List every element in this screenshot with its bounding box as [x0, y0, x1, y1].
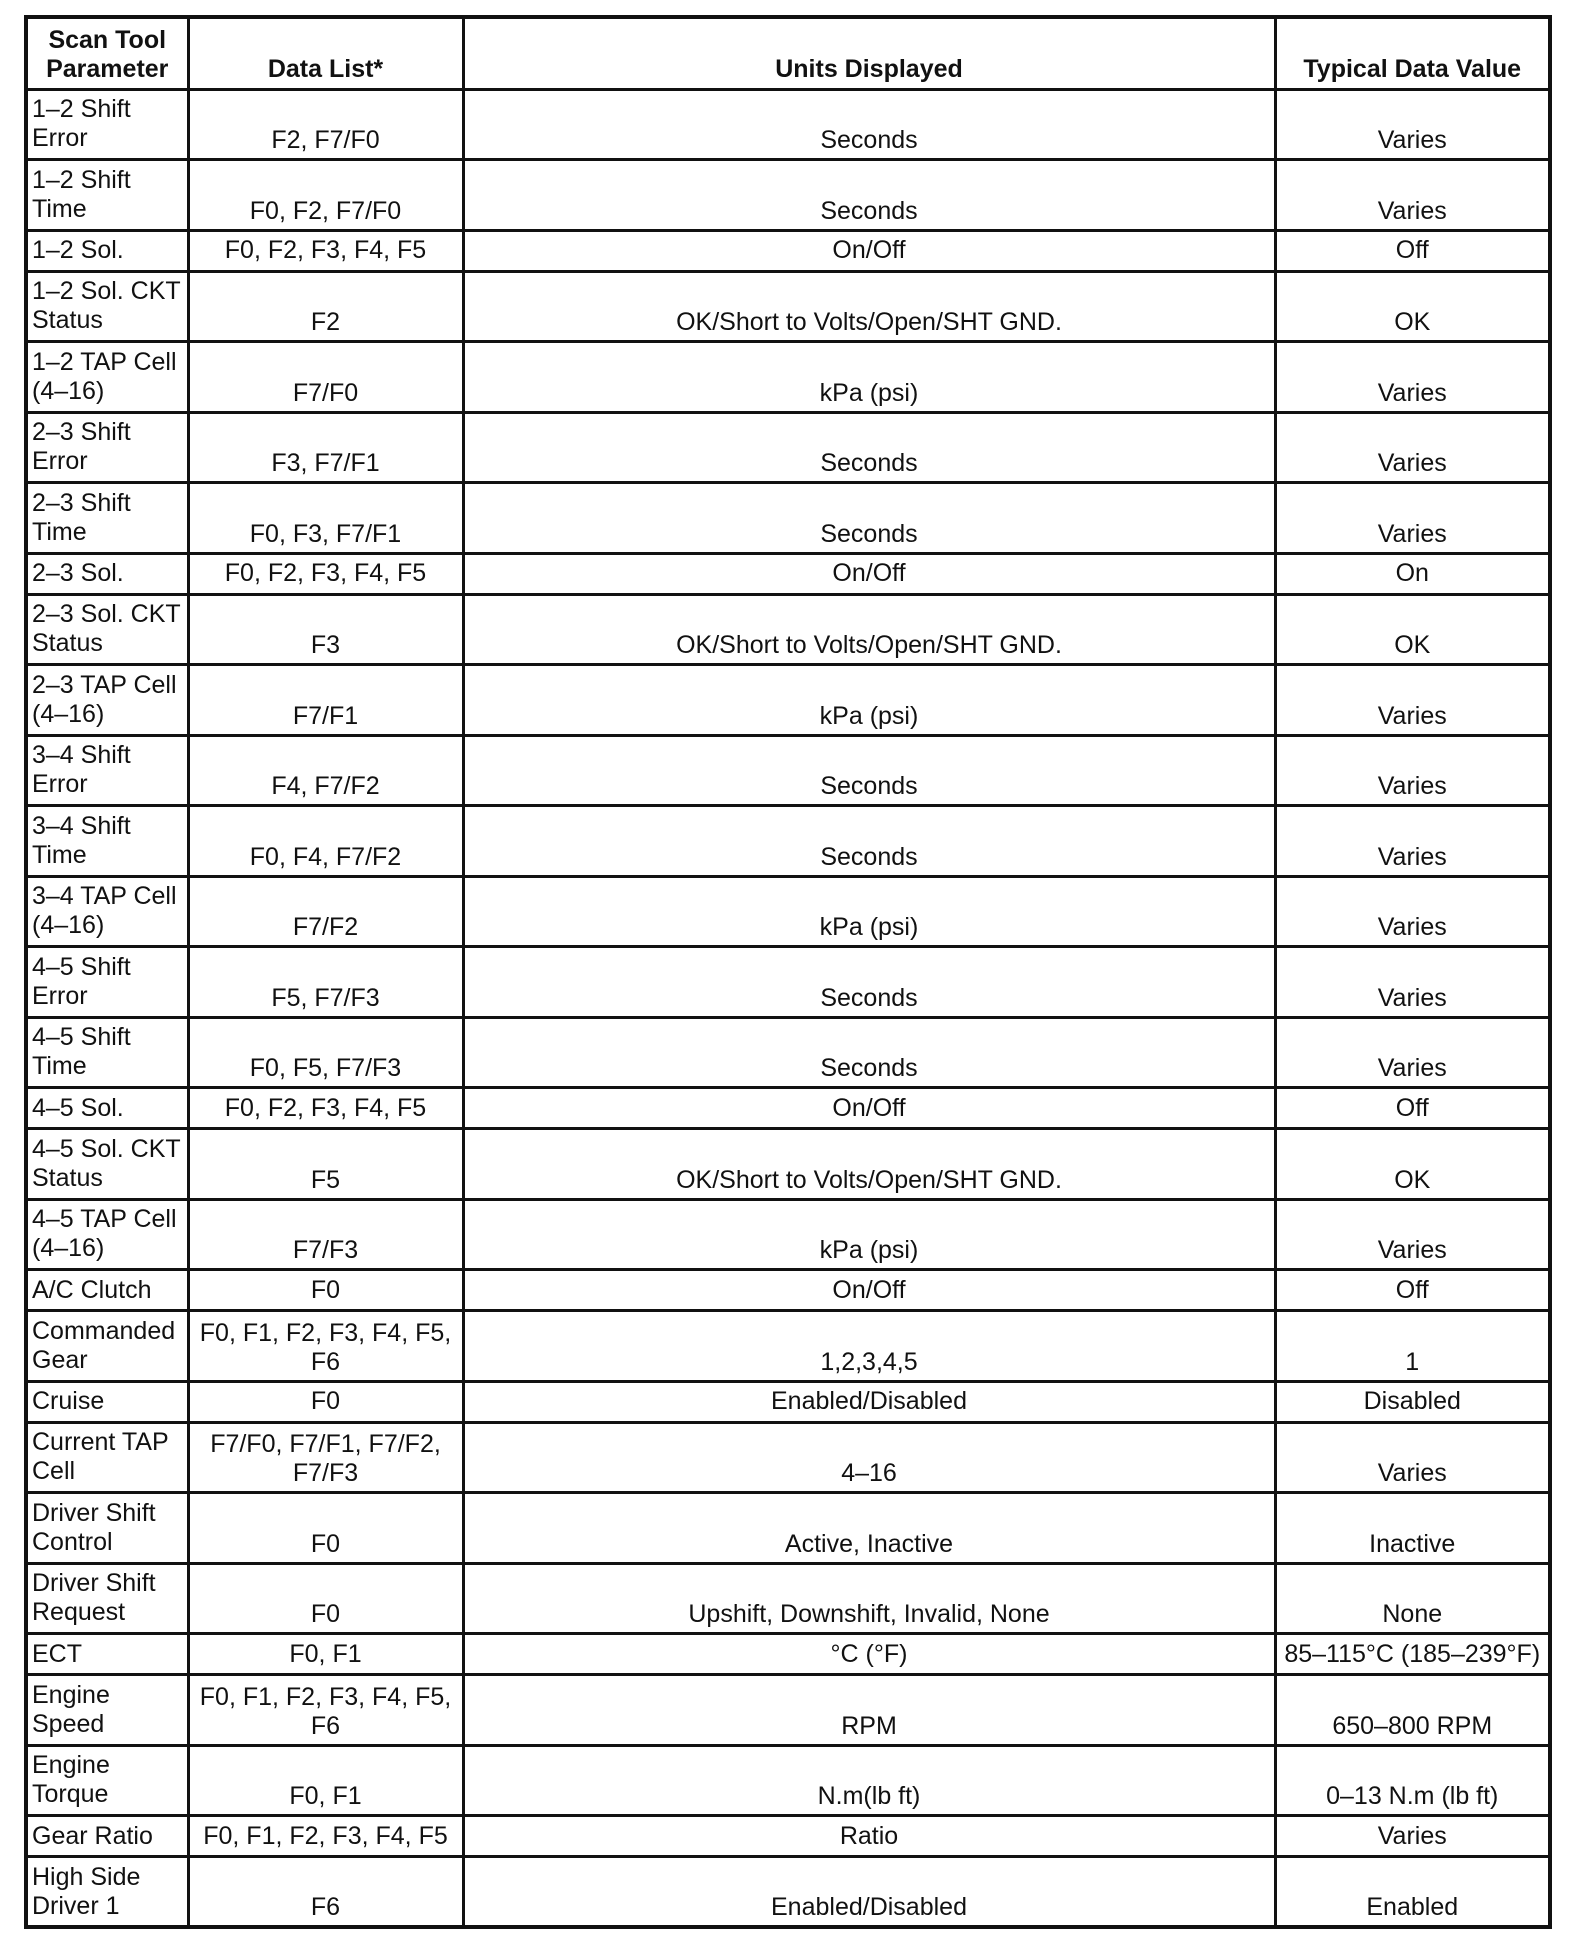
cell-typical-value: On: [1275, 553, 1550, 594]
cell-units: Active, Inactive: [463, 1493, 1275, 1564]
cell-units: RPM: [463, 1675, 1275, 1746]
table-row: [26, 1675, 1550, 1746]
cell-typical-value: 85–115°C (185–239°F): [1275, 1634, 1550, 1675]
cell-typical-value: Inactive: [1275, 1493, 1550, 1564]
cell-parameter: 3–4 Shift Error: [26, 735, 188, 806]
cell-parameter: 1–2 TAP Cell (4–16): [26, 342, 188, 413]
cell-data-list: F0, F1: [188, 1634, 463, 1675]
cell-units: kPa (psi): [463, 876, 1275, 947]
cell-data-list: F5, F7/F3: [188, 947, 463, 1018]
header-scan-tool-parameter: Scan Tool Parameter: [26, 17, 188, 89]
table-row: [26, 735, 1550, 806]
table-row: [26, 160, 1550, 231]
cell-typical-value: Off: [1275, 1270, 1550, 1311]
cell-units: kPa (psi): [463, 1199, 1275, 1270]
cell-data-list: F0, F2, F3, F4, F5: [188, 1088, 463, 1129]
cell-data-list: F0: [188, 1493, 463, 1564]
cell-units: On/Off: [463, 230, 1275, 271]
cell-data-list: F7/F2: [188, 876, 463, 947]
cell-parameter: Driver Shift Control: [26, 1493, 188, 1564]
cell-units: °C (°F): [463, 1634, 1275, 1675]
table-row: [26, 1422, 1550, 1493]
cell-data-list: F3: [188, 594, 463, 665]
cell-typical-value: 1: [1275, 1311, 1550, 1382]
cell-parameter: Gear Ratio: [26, 1816, 188, 1857]
table-row: [26, 1017, 1550, 1088]
cell-typical-value: 0–13 N.m (lb ft): [1275, 1745, 1550, 1816]
cell-data-list: F7/F3: [188, 1199, 463, 1270]
cell-units: Seconds: [463, 412, 1275, 483]
cell-units: OK/Short to Volts/Open/SHT GND.: [463, 1129, 1275, 1200]
cell-parameter: Cruise: [26, 1381, 188, 1422]
cell-data-list: F0, F1: [188, 1745, 463, 1816]
cell-data-list: F0: [188, 1563, 463, 1634]
cell-parameter: 2–3 Sol.: [26, 553, 188, 594]
cell-data-list: F3, F7/F1: [188, 412, 463, 483]
cell-data-list: F0: [188, 1381, 463, 1422]
cell-parameter: Engine Torque: [26, 1745, 188, 1816]
table-row: [26, 806, 1550, 877]
cell-units: kPa (psi): [463, 665, 1275, 736]
cell-parameter: ECT: [26, 1634, 188, 1675]
cell-units: Seconds: [463, 1017, 1275, 1088]
table-row: [26, 1857, 1550, 1928]
table-row: [26, 89, 1550, 160]
table-row: [26, 876, 1550, 947]
cell-parameter: 1–2 Sol. CKT Status: [26, 271, 188, 342]
table-row: [26, 1199, 1550, 1270]
cell-typical-value: Varies: [1275, 947, 1550, 1018]
cell-units: N.m(lb ft): [463, 1745, 1275, 1816]
table-row: [26, 1311, 1550, 1382]
cell-parameter: 2–3 TAP Cell (4–16): [26, 665, 188, 736]
cell-typical-value: Varies: [1275, 1422, 1550, 1493]
cell-parameter: 4–5 Sol. CKT Status: [26, 1129, 188, 1200]
table-row: [26, 1088, 1550, 1129]
cell-parameter: 3–4 TAP Cell (4–16): [26, 876, 188, 947]
cell-data-list: F0, F2, F7/F0: [188, 160, 463, 231]
cell-data-list: F4, F7/F2: [188, 735, 463, 806]
cell-typical-value: Disabled: [1275, 1381, 1550, 1422]
cell-typical-value: Varies: [1275, 806, 1550, 877]
table-row: [26, 1270, 1550, 1311]
table-row: [26, 594, 1550, 665]
cell-units: Seconds: [463, 735, 1275, 806]
cell-typical-value: Enabled: [1275, 1857, 1550, 1928]
cell-units: Enabled/Disabled: [463, 1857, 1275, 1928]
table-row: [26, 1563, 1550, 1634]
cell-parameter: 4–5 Shift Time: [26, 1017, 188, 1088]
cell-data-list: F0, F2, F3, F4, F5: [188, 230, 463, 271]
cell-parameter: 1–2 Shift Error: [26, 89, 188, 160]
table-row: [26, 553, 1550, 594]
cell-parameter: 1–2 Sol.: [26, 230, 188, 271]
cell-data-list: F5: [188, 1129, 463, 1200]
table-row: [26, 1745, 1550, 1816]
cell-parameter: 4–5 TAP Cell (4–16): [26, 1199, 188, 1270]
cell-typical-value: Varies: [1275, 160, 1550, 231]
cell-units: 1,2,3,4,5: [463, 1311, 1275, 1382]
cell-typical-value: Varies: [1275, 876, 1550, 947]
cell-parameter: 4–5 Sol.: [26, 1088, 188, 1129]
cell-typical-value: Off: [1275, 230, 1550, 271]
cell-parameter: Engine Speed: [26, 1675, 188, 1746]
cell-typical-value: Varies: [1275, 1017, 1550, 1088]
cell-typical-value: Varies: [1275, 483, 1550, 554]
cell-units: Seconds: [463, 947, 1275, 1018]
cell-units: Enabled/Disabled: [463, 1381, 1275, 1422]
cell-typical-value: Varies: [1275, 1816, 1550, 1857]
cell-units: Seconds: [463, 89, 1275, 160]
cell-units: Seconds: [463, 160, 1275, 231]
table-row: [26, 271, 1550, 342]
table-row: [26, 1634, 1550, 1675]
cell-units: Upshift, Downshift, Invalid, None: [463, 1563, 1275, 1634]
scan-tool-data-table: [24, 15, 1552, 1929]
cell-parameter: 3–4 Shift Time: [26, 806, 188, 877]
cell-typical-value: OK: [1275, 594, 1550, 665]
cell-parameter: 2–3 Shift Time: [26, 483, 188, 554]
cell-data-list: F0, F5, F7/F3: [188, 1017, 463, 1088]
cell-units: On/Off: [463, 1088, 1275, 1129]
cell-data-list: F0, F1, F2, F3, F4, F5, F6: [188, 1675, 463, 1746]
table-row: [26, 1493, 1550, 1564]
cell-parameter: 1–2 Shift Time: [26, 160, 188, 231]
cell-data-list: F6: [188, 1857, 463, 1928]
header-units-displayed: Units Displayed: [463, 17, 1275, 89]
cell-typical-value: None: [1275, 1563, 1550, 1634]
cell-parameter: Current TAP Cell: [26, 1422, 188, 1493]
cell-typical-value: Varies: [1275, 89, 1550, 160]
cell-data-list: F0, F3, F7/F1: [188, 483, 463, 554]
cell-typical-value: 650–800 RPM: [1275, 1675, 1550, 1746]
table-row: [26, 1816, 1550, 1857]
cell-typical-value: Varies: [1275, 1199, 1550, 1270]
cell-parameter: A/C Clutch: [26, 1270, 188, 1311]
cell-data-list: F0, F1, F2, F3, F4, F5, F6: [188, 1311, 463, 1382]
cell-data-list: F0, F1, F2, F3, F4, F5: [188, 1816, 463, 1857]
cell-data-list: F0: [188, 1270, 463, 1311]
cell-data-list: F2: [188, 271, 463, 342]
cell-parameter: Commanded Gear: [26, 1311, 188, 1382]
cell-data-list: F0, F2, F3, F4, F5: [188, 553, 463, 594]
table-row: [26, 230, 1550, 271]
table-row: [26, 947, 1550, 1018]
cell-units: Seconds: [463, 806, 1275, 877]
cell-data-list: F7/F0, F7/F1, F7/F2, F7/F3: [188, 1422, 463, 1493]
cell-parameter: High Side Driver 1: [26, 1857, 188, 1928]
cell-data-list: F7/F0: [188, 342, 463, 413]
cell-units: Ratio: [463, 1816, 1275, 1857]
table-row: [26, 483, 1550, 554]
cell-typical-value: Off: [1275, 1088, 1550, 1129]
cell-parameter: 2–3 Shift Error: [26, 412, 188, 483]
header-typical-data-value: Typical Data Value: [1275, 17, 1550, 89]
cell-typical-value: Varies: [1275, 735, 1550, 806]
table-row: [26, 665, 1550, 736]
cell-typical-value: Varies: [1275, 342, 1550, 413]
cell-data-list: F7/F1: [188, 665, 463, 736]
table-row: [26, 412, 1550, 483]
cell-units: On/Off: [463, 1270, 1275, 1311]
cell-units: OK/Short to Volts/Open/SHT GND.: [463, 271, 1275, 342]
table-row: [26, 342, 1550, 413]
cell-units: kPa (psi): [463, 342, 1275, 413]
cell-units: Seconds: [463, 483, 1275, 554]
cell-typical-value: Varies: [1275, 412, 1550, 483]
cell-units: On/Off: [463, 553, 1275, 594]
cell-data-list: F2, F7/F0: [188, 89, 463, 160]
cell-parameter: 2–3 Sol. CKT Status: [26, 594, 188, 665]
header-data-list: Data List*: [188, 17, 463, 89]
cell-typical-value: OK: [1275, 271, 1550, 342]
table-row: [26, 1381, 1550, 1422]
cell-typical-value: OK: [1275, 1129, 1550, 1200]
cell-typical-value: Varies: [1275, 665, 1550, 736]
table-row: [26, 1129, 1550, 1200]
table-header-row: [26, 17, 1550, 89]
cell-parameter: Driver Shift Request: [26, 1563, 188, 1634]
cell-data-list: F0, F4, F7/F2: [188, 806, 463, 877]
cell-units: OK/Short to Volts/Open/SHT GND.: [463, 594, 1275, 665]
cell-parameter: 4–5 Shift Error: [26, 947, 188, 1018]
cell-units: 4–16: [463, 1422, 1275, 1493]
